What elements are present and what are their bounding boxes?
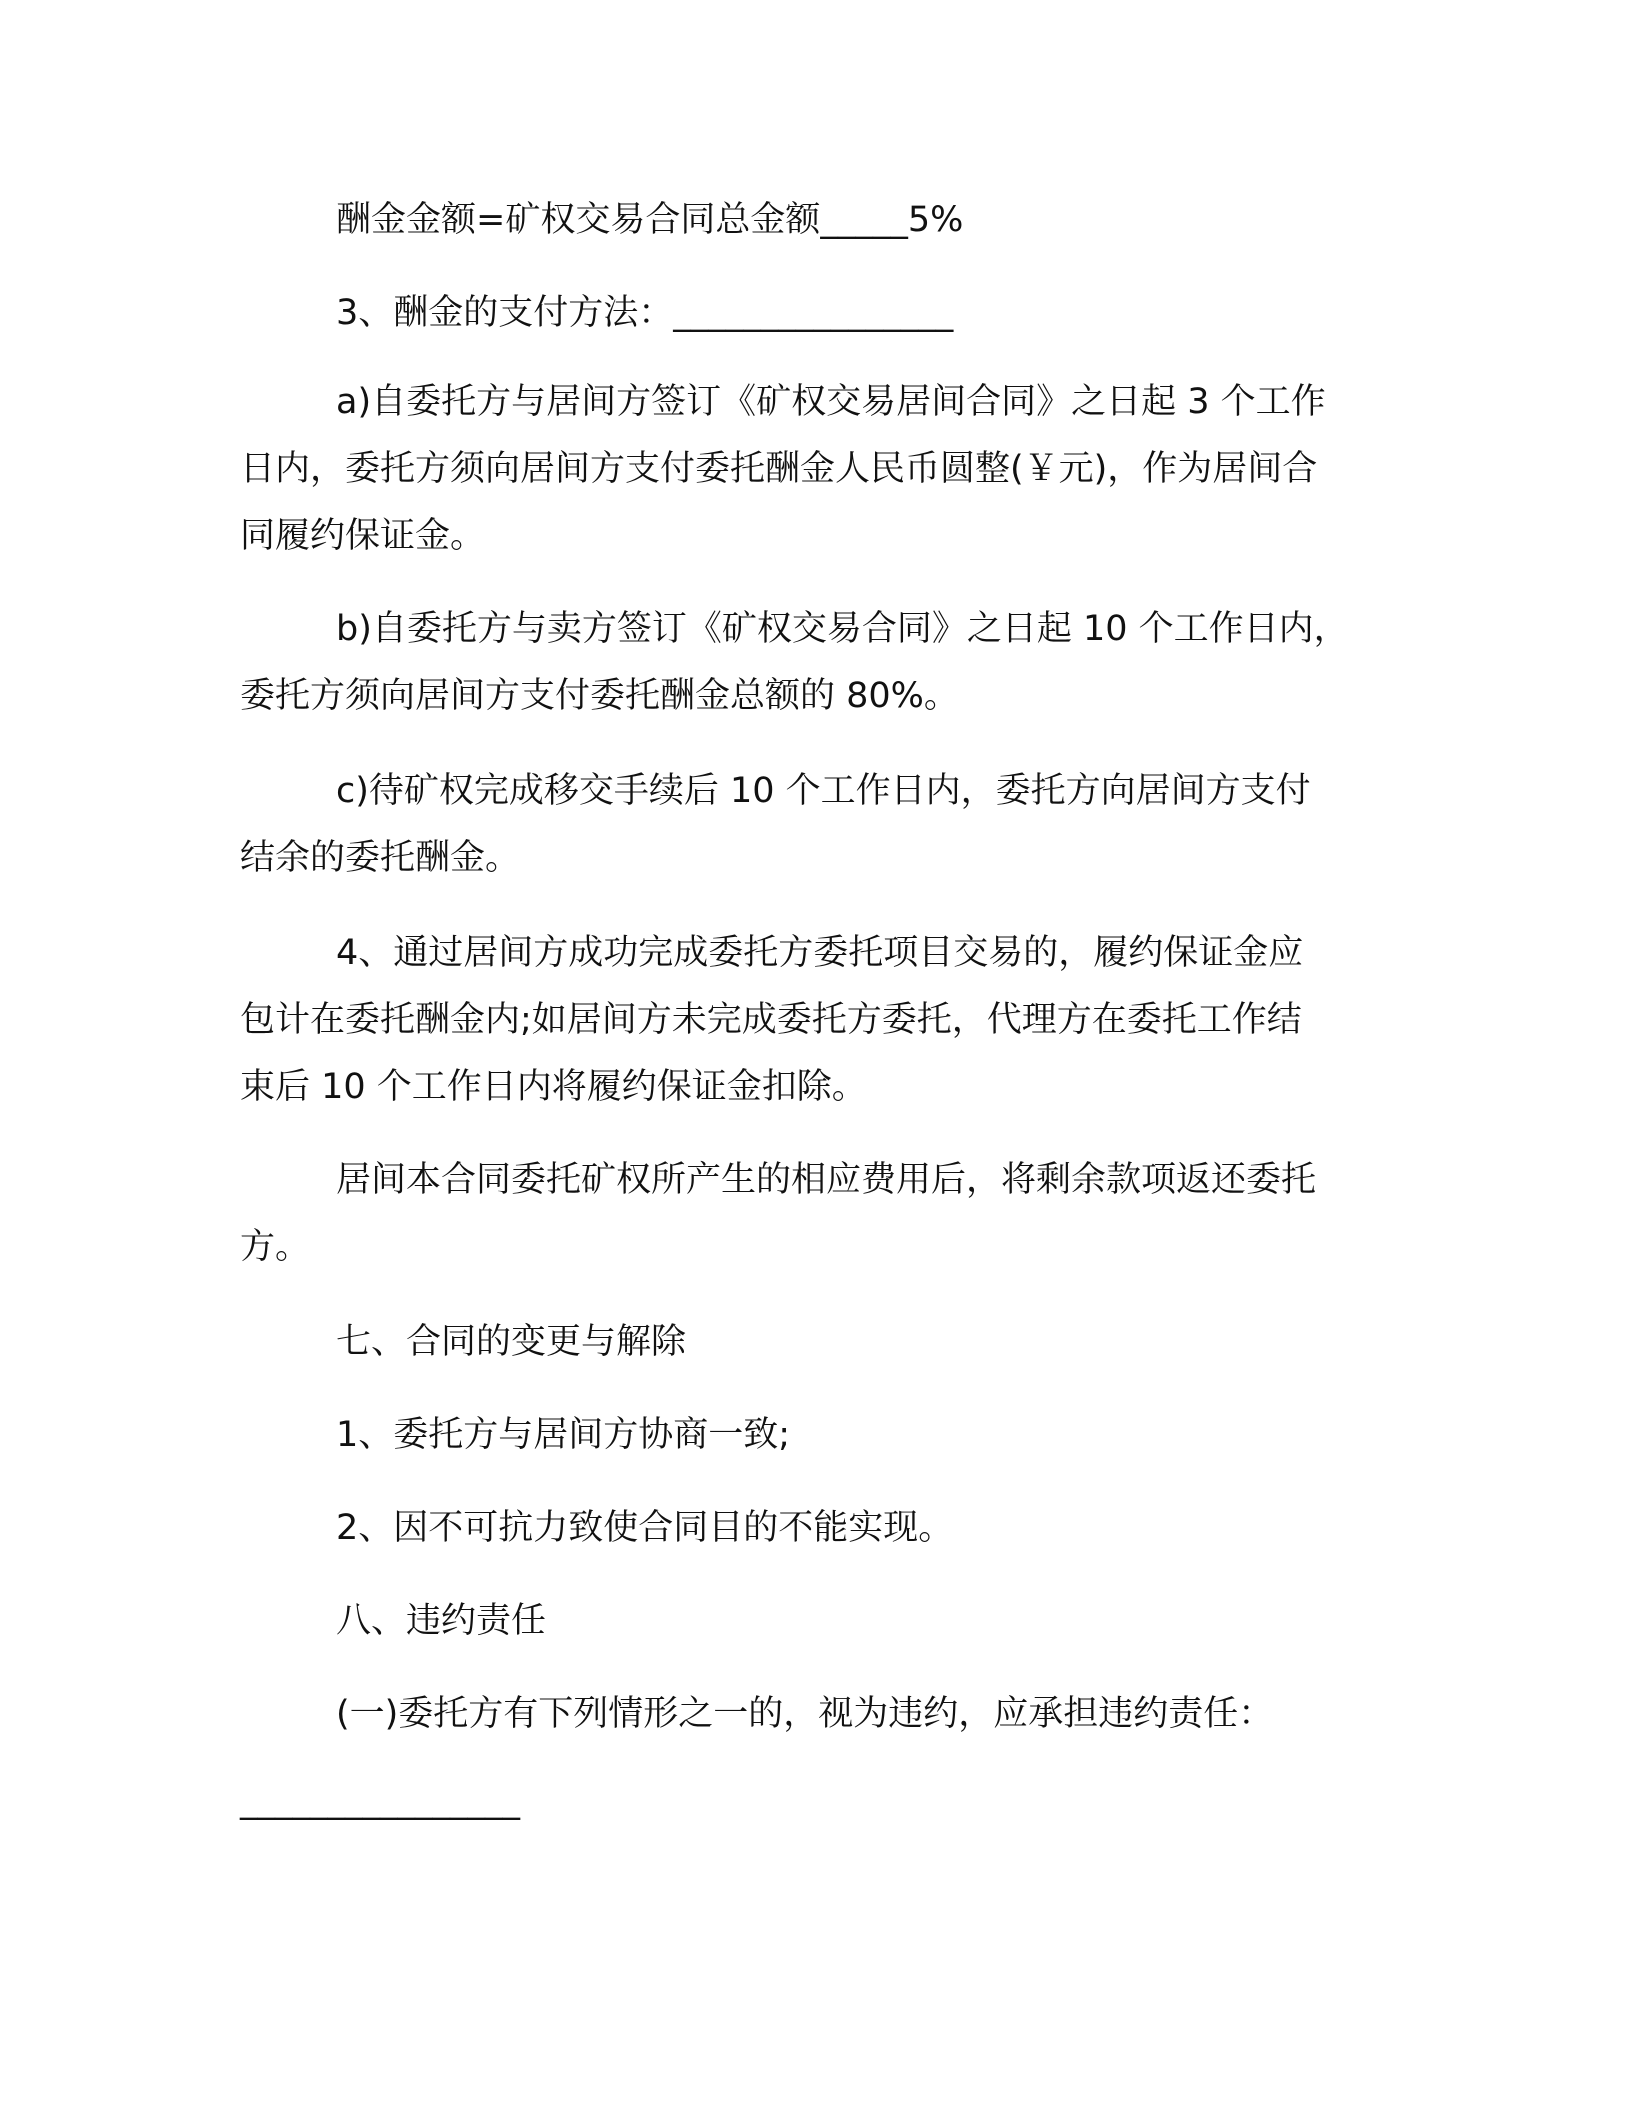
text-line: 3、酬金的支付方法：________________ — [336, 293, 954, 333]
text-line: a)自委托方与居间方签订《矿权交易居间合同》之日起 3 个工作 — [336, 382, 1326, 422]
section-heading-change-termination — [240, 1309, 1390, 1376]
text-line: 七、合同的变更与解除 — [336, 1322, 687, 1362]
paragraph-remuneration-amount — [240, 187, 1390, 254]
text-line: 2、因不可抗力致使合同目的不能实现。 — [336, 1508, 954, 1548]
text-line: 结余的委托酬金。 — [240, 838, 521, 878]
paragraph-termination-1 — [240, 1402, 1390, 1469]
text-line: c)待矿权完成移交手续后 10 个工作日内，委托方向居间方支付 — [336, 771, 1311, 811]
paragraph-clause-4 — [240, 920, 1390, 1121]
paragraph-termination-2 — [240, 1495, 1390, 1562]
text-line: 4、通过居间方成功完成委托方委托项目交易的，履约保证金应 — [336, 933, 1304, 973]
text-line: 同履约保证金。 — [240, 516, 486, 556]
section-heading-breach-liability — [240, 1588, 1390, 1655]
paragraph-breach-client — [240, 1681, 1390, 1748]
paragraph-blank-line — [240, 1768, 1390, 1835]
text-line: 八、违约责任 — [336, 1601, 547, 1641]
paragraph-payment-method — [240, 280, 1390, 347]
text-line: 包计在委托酬金内;如居间方未完成委托方委托，代理方在委托工作结 — [240, 1000, 1302, 1040]
text-line: 束后 10 个工作日内将履约保证金扣除。 — [240, 1067, 867, 1107]
text-line: b)自委托方与卖方签订《矿权交易合同》之日起 10 个工作日内， — [336, 609, 1349, 649]
text-line: ________________ — [240, 1781, 520, 1821]
text-line: 日内，委托方须向居间方支付委托酬金人民币圆整(￥元)，作为居间合 — [240, 449, 1318, 489]
text-line: 1、委托方与居间方协商一致; — [336, 1415, 791, 1455]
text-line: 酬金金额=矿权交易合同总金额_____5% — [336, 200, 964, 240]
text-line: 方。 — [240, 1227, 311, 1267]
text-line: 委托方须向居间方支付委托酬金总额的 80%。 — [240, 676, 959, 716]
paragraph-clause-a — [240, 369, 1390, 570]
paragraph-expenses — [240, 1147, 1390, 1281]
text-line: 居间本合同委托矿权所产生的相应费用后，将剩余款项返还委托 — [336, 1160, 1317, 1200]
paragraph-clause-c — [240, 758, 1390, 892]
text-line: (一)委托方有下列情形之一的，视为违约，应承担违约责任： — [336, 1694, 1274, 1734]
paragraph-clause-b — [240, 596, 1390, 730]
